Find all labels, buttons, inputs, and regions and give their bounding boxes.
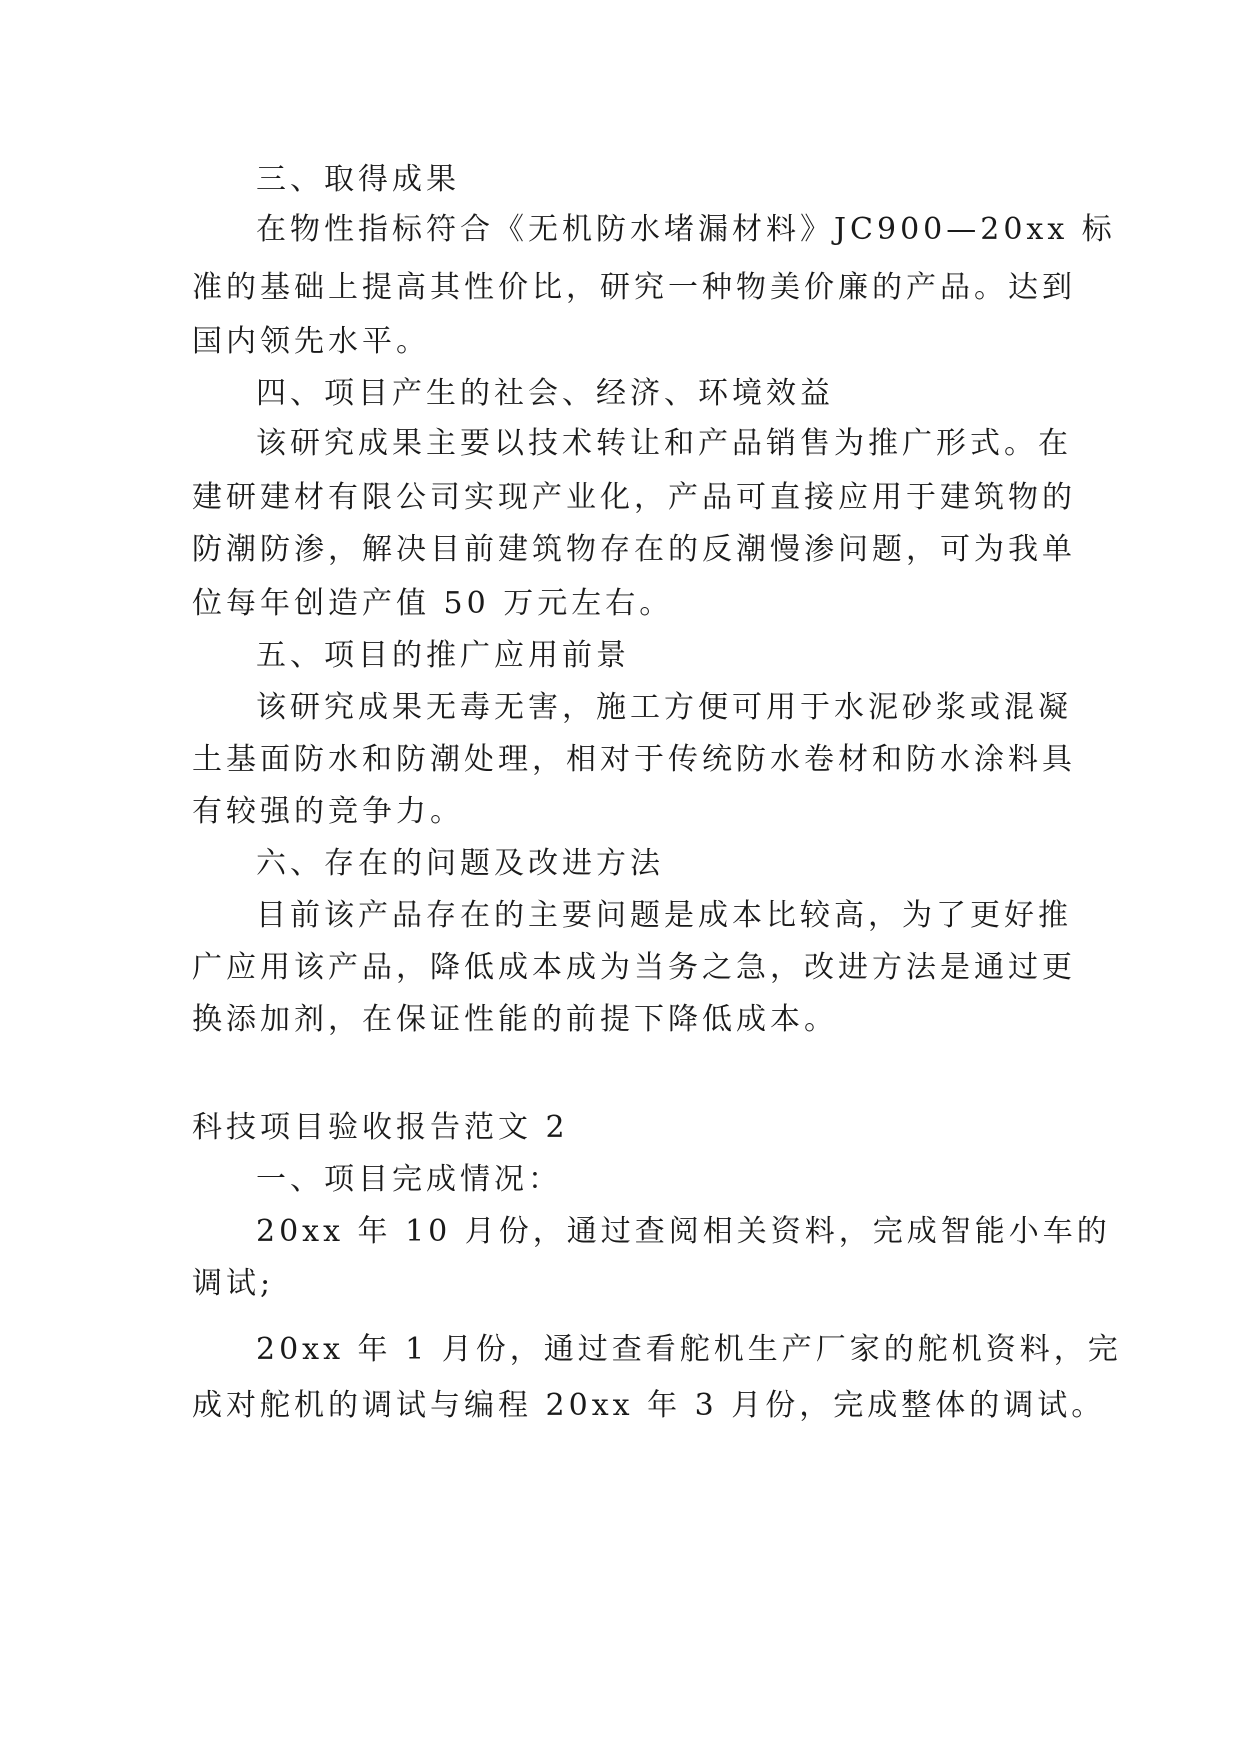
paragraph-line: 在物性指标符合《无机防水堵漏材料》JC900—20xx 标 (256, 212, 1116, 247)
paragraph-line: 防潮防渗，解决目前建筑物存在的反潮慢渗问题，可为我单 (192, 532, 1076, 567)
paragraph-line: 建研建材有限公司实现产业化，产品可直接应用于建筑物的 (192, 480, 1076, 515)
paragraph-line: 土基面防水和防潮处理，相对于传统防水卷材和防水涂料具 (192, 742, 1076, 777)
paragraph-line: 该研究成果主要以技术转让和产品销售为推广形式。在 (256, 426, 1072, 461)
document-title: 科技项目验收报告范文 2 (192, 1110, 569, 1145)
paragraph-line: 准的基础上提高其性价比，研究一种物美价廉的产品。达到 (192, 270, 1076, 305)
section-heading: 三、取得成果 (256, 162, 460, 197)
section-heading: 五、项目的推广应用前景 (256, 638, 630, 673)
paragraph-line: 20xx 年 1 月份，通过查看舵机生产厂家的舵机资料，完 (256, 1332, 1122, 1367)
paragraph-line: 目前该产品存在的主要问题是成本比较高，为了更好推 (256, 898, 1072, 933)
paragraph-line: 该研究成果无毒无害，施工方便可用于水泥砂浆或混凝 (256, 690, 1072, 725)
paragraph-line: 20xx 年 10 月份，通过查阅相关资料，完成智能小车的 (256, 1214, 1111, 1249)
section-heading: 四、项目产生的社会、经济、环境效益 (256, 376, 834, 411)
section-heading: 一、项目完成情况： (256, 1162, 562, 1197)
paragraph-line: 位每年创造产值 50 万元左右。 (192, 586, 674, 621)
paragraph-line: 国内领先水平。 (192, 324, 430, 359)
section-heading: 六、存在的问题及改进方法 (256, 846, 664, 881)
paragraph-line: 有较强的竞争力。 (192, 794, 464, 829)
paragraph-line: 广应用该产品，降低成本成为当务之急，改进方法是通过更 (192, 950, 1076, 985)
paragraph-line: 换添加剂，在保证性能的前提下降低成本。 (192, 1002, 838, 1037)
paragraph-line: 调试; (192, 1266, 275, 1301)
paragraph-line: 成对舵机的调试与编程 20xx 年 3 月份，完成整体的调试。 (192, 1388, 1106, 1423)
